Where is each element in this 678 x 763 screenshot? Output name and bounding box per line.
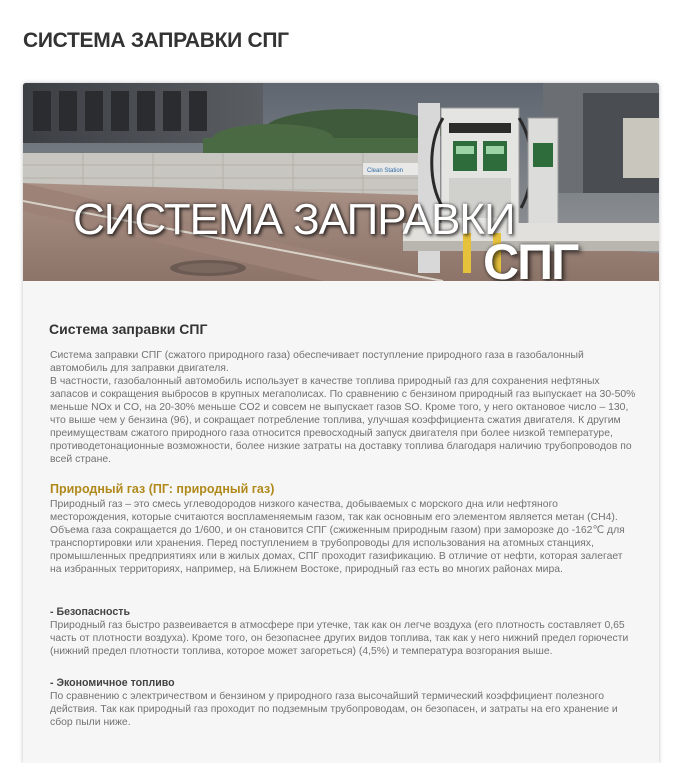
safety-paragraph: Природный газ быстро развеивается в атмосфере при утечке, так как он легче воздуха (его плотность составляет 0,65 часть от плотности воздуха). Кроме того, он безопаснее других видов топлива, так как у него нижний предел горючести (нижний предел плотности топлива, которое может загореться) (4,5%) и температура возгорания выше. (50, 620, 629, 657)
economy-heading: - Экономичное топливо (50, 677, 175, 689)
hero-banner (23, 83, 659, 281)
section-heading: Система заправки СПГ (49, 321, 208, 337)
safety-heading: - Безопасность (50, 606, 130, 618)
economy-paragraph: По сравнению с электричеством и бензином у природного газа высочайший термический коэффициент полезного действия. Так как природный газ проходит по подземным трубопроводам, он безопасен, и затраты на его хранение и сбор пыли ниже. (50, 691, 618, 728)
station-sign: Clean Station (367, 168, 404, 174)
banner-title-line2: СПГ (483, 234, 578, 281)
intro-paragraph-1: Система заправки СПГ (сжатого природного газа) обеспечивает поступление природного газа в газобалонный автомобиль для заправки двигателя. (50, 350, 584, 374)
intro-paragraph-2: В частности, газобалонный автомобиль использует в качестве топлива природный газ для сохранения нефтяных запасов и сокращения выбросов в крупных мегаполисах. По сравнению с бензином природный газ выпускает на 30-50% меньше NOx и CO, на 20-30% меньше CO2 и совсем не выпускает газов SO. Кроме того, у него октановое число – 130, что выше чем у бензина (96), и сокращает потребление топлива, улучшая коэффициента сжатия двигателя. К другим преимуществам сжатого природного газа относится превосходный запуск двигателя при более низкой температуре, противодетонационные возможности, более низкие затраты на доставку топлива благодаря наличию трубопроводов по всей стране. (50, 376, 636, 465)
article-body (23, 281, 659, 763)
banner-title-line1: СИСТЕМА ЗАПРАВКИ (73, 195, 515, 244)
page-title: СИСТЕМА ЗАПРАВКИ СПГ (23, 29, 289, 52)
natural-gas-paragraph: Природный газ – это смесь углеводородов низкого качества, добываемых с морского дна или нефтяного месторождения, которые считаются воспламеняемым газом, так как основным его элементом является метан (CH4). Объема газа сокращается до 1/600, и он становится СПГ (сжиженным природным газом) при заморозке до -162℃ для транспортировки или хранения. Перед поступлением в трубопроводы для использования на атомных станциях, промышленных предприятиях или в жилых домах, СПГ проходит газификацию. В отличие от нефти, которая залегает на избранных территориях, например, на Ближнем Востоке, природный газ есть во многих районах мира. (50, 499, 625, 575)
natural-gas-heading: Природный газ (ПГ: природный газ) (50, 482, 275, 496)
content-card (23, 83, 659, 763)
